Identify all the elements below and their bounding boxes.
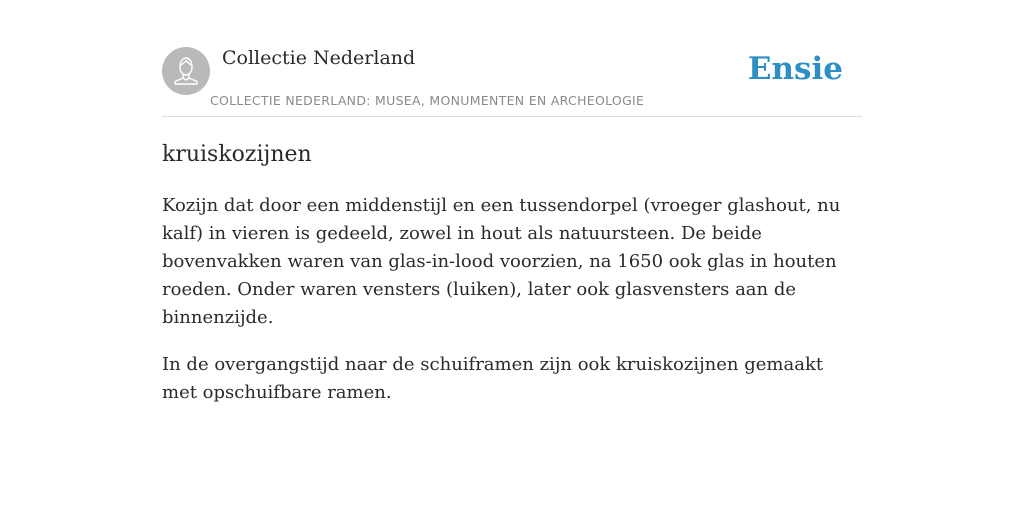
user-icon[interactable] (162, 47, 210, 95)
entry-header (162, 46, 862, 117)
entry-content (162, 139, 862, 407)
definition-paragraph: In de overgangstijd naar de schuiframen zijn ook kruiskozijnen gemaakt met opschuifbare ramen. (162, 354, 824, 403)
definition-paragraph: Kozijn dat door een middenstijl en een tussendorpel (vroeger glashout, nu kalf) in vieren is gedeeld, zowel in hout als natuursteen. De beide bovenvakken waren van glas-in-lood voorzien, na 1650 ook glas in houten roeden. Onder waren vensters (luiken), later ook glasvensters aan de binnenzijde. (162, 195, 841, 328)
source-subtitle: COLLECTIE NEDERLAND: MUSEA, MONUMENTEN EN ARCHEOLOGIE (210, 93, 645, 108)
brand-logo[interactable]: Ensie (747, 51, 843, 87)
entry-term: kruiskozijnen (162, 142, 312, 167)
source-name[interactable]: Collectie Nederland (222, 47, 416, 69)
